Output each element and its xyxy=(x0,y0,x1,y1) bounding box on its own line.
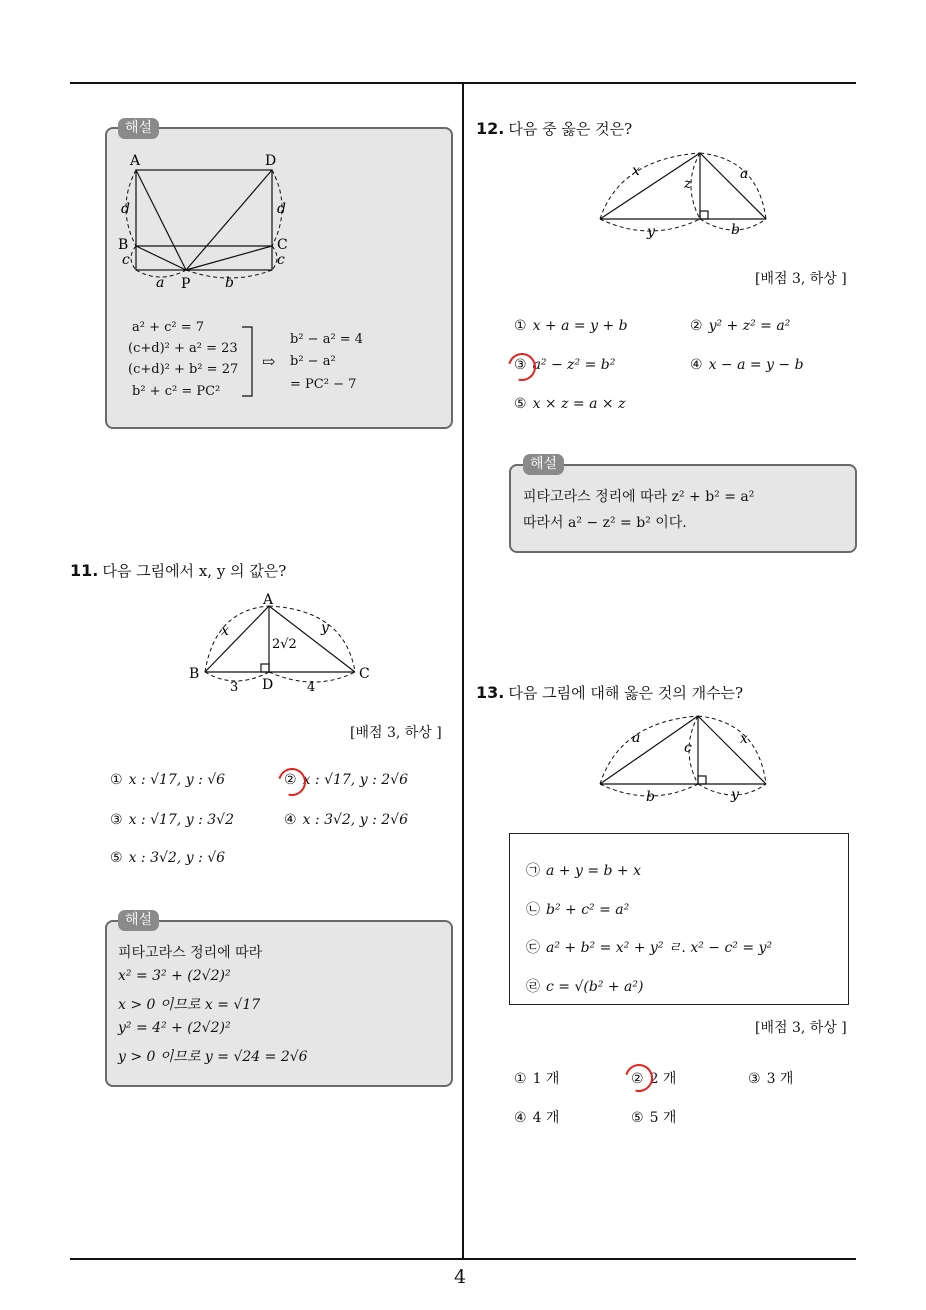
figure-q12 xyxy=(590,145,775,240)
solution-box-q12 xyxy=(509,464,857,553)
q11-option-4[interactable]: ④ x : 3√2, y : 2√6 xyxy=(284,812,408,828)
q13-label-b: b xyxy=(646,789,655,805)
q13-text: 다음 그림에 대해 옳은 것의 개수는? xyxy=(508,684,744,702)
q13-label-x: x xyxy=(740,731,748,747)
q11-sol-line-2: x² = 3² + (2√2)² xyxy=(118,968,231,984)
q12-label-y: y xyxy=(647,224,655,240)
q13-statement-2: ㉡ b² + c² = a² xyxy=(526,902,630,918)
bottom-rule xyxy=(70,1258,856,1260)
q12-label-b: b xyxy=(731,222,740,238)
q11-sol-line-3: x > 0 이므로 x = √17 xyxy=(118,997,261,1013)
q11-label-y: y xyxy=(321,620,329,636)
q11-sol-line-5: y > 0 이므로 y = √24 = 2√6 xyxy=(118,1049,308,1065)
sol10-bracket xyxy=(240,326,256,398)
q12-answer-mark xyxy=(503,348,541,386)
q11-text: 다음 그림에서 x, y 의 값은? xyxy=(102,562,287,580)
q11-label-C: C xyxy=(359,666,370,682)
q13-label-c: c xyxy=(684,740,692,756)
label-B: B xyxy=(118,237,129,253)
q11-label-h: 2√2 xyxy=(272,637,297,652)
q11-label-x: x xyxy=(221,623,229,639)
q12-option-1[interactable]: ① x + a = y + b xyxy=(514,318,628,334)
q13-option-1[interactable]: ① 1 개 xyxy=(514,1071,560,1087)
q11-label-D: D xyxy=(262,677,274,693)
label-D: D xyxy=(265,153,277,169)
solution-tag-q11: 해설 xyxy=(118,910,159,931)
q11-sol-line-1: 피타고라스 정리에 따라 xyxy=(118,945,263,961)
label-d-right: d xyxy=(277,201,286,217)
q12-sol-line-1: 피타고라스 정리에 따라 z² + b² = a² xyxy=(523,489,755,505)
sol10-eq4: b² + c² = PC² xyxy=(132,384,221,399)
label-c-right: c xyxy=(277,252,285,268)
sol10-eq2: (c+d)² + a² = 23 xyxy=(128,341,238,356)
q11-answer-mark xyxy=(273,763,311,801)
q11-label-bd: 3 xyxy=(230,680,239,695)
label-c-left: c xyxy=(122,252,130,268)
q12-label-z: z xyxy=(684,176,692,192)
q12-points: [배점 3, 하상 ] xyxy=(755,271,847,287)
q11-label-B: B xyxy=(189,666,200,682)
q11-number: 11. xyxy=(70,561,99,580)
q13-label-a: a xyxy=(632,730,641,746)
q13-option-3[interactable]: ③ 3 개 xyxy=(748,1071,794,1087)
q13-answer-mark xyxy=(620,1059,658,1097)
q13-option-4[interactable]: ④ 4 개 xyxy=(514,1110,560,1126)
q13-points: [배점 3, 하상 ] xyxy=(755,1020,847,1036)
label-C: C xyxy=(277,237,288,253)
label-d-left: d xyxy=(121,201,130,217)
solution-tag-q12: 해설 xyxy=(523,454,564,475)
sol10-r1: b² − a² = 4 xyxy=(290,332,364,347)
q11-option-5[interactable]: ⑤ x : 3√2, y : √6 xyxy=(110,850,226,866)
q11-sol-line-4: y² = 4² + (2√2)² xyxy=(118,1020,231,1036)
q11-label-dc: 4 xyxy=(307,680,316,695)
q11-title xyxy=(70,560,286,581)
solution-tag-q10: 해설 xyxy=(118,118,159,139)
column-divider xyxy=(462,84,464,1259)
q12-option-3[interactable]: ③ a² − z² = b² xyxy=(514,357,616,373)
q11-option-2[interactable]: ② x : √17, y : 2√6 xyxy=(284,772,408,788)
page-number: 4 xyxy=(454,1266,467,1288)
q13-option-2[interactable]: ② 2 개 xyxy=(631,1071,677,1087)
q11-option-1[interactable]: ① x : √17, y : √6 xyxy=(110,772,226,788)
q13-title xyxy=(476,682,743,703)
q12-title xyxy=(476,118,632,139)
q12-number: 12. xyxy=(476,119,505,138)
q13-number: 13. xyxy=(476,683,505,702)
q11-points: [배점 3, 하상 ] xyxy=(350,725,442,741)
q12-option-4[interactable]: ④ x − a = y − b xyxy=(690,357,804,373)
q12-label-a: a xyxy=(740,166,749,182)
q12-label-x: x xyxy=(632,163,640,179)
figure-q11 xyxy=(185,590,375,695)
q12-text: 다음 중 옳은 것은? xyxy=(508,120,633,138)
figure-q10 xyxy=(110,148,300,298)
q13-statement-4: ㉣ c = √(b² + a²) xyxy=(526,979,644,995)
sol10-arrow: ⇨ xyxy=(262,352,276,371)
q13-label-y: y xyxy=(731,787,739,803)
label-a: a xyxy=(156,275,165,291)
q11-label-A: A xyxy=(263,592,274,608)
q13-statement-1: ㉠ a + y = b + x xyxy=(526,863,642,879)
q11-option-3[interactable]: ③ x : √17, y : 3√2 xyxy=(110,812,234,828)
q12-sol-line-2: 따라서 a² − z² = b² 이다. xyxy=(523,515,687,531)
label-A: A xyxy=(130,153,141,169)
sol10-r3: = PC² − 7 xyxy=(290,377,357,392)
sol10-eq1: a² + c² = 7 xyxy=(132,320,205,335)
q12-option-5[interactable]: ⑤ x × z = a × z xyxy=(514,396,626,412)
sol10-eq3: (c+d)² + b² = 27 xyxy=(128,362,239,377)
figure-q13 xyxy=(590,708,775,806)
q13-statement-3: ㉢ a² + b² = x² + y² ㄹ. x² − c² = y² xyxy=(526,940,773,956)
label-b: b xyxy=(225,275,234,291)
q13-option-5[interactable]: ⑤ 5 개 xyxy=(631,1110,677,1126)
q12-option-2[interactable]: ② y² + z² = a² xyxy=(690,318,791,334)
sol10-r2: b² − a² xyxy=(290,354,336,369)
label-P: P xyxy=(181,276,191,292)
